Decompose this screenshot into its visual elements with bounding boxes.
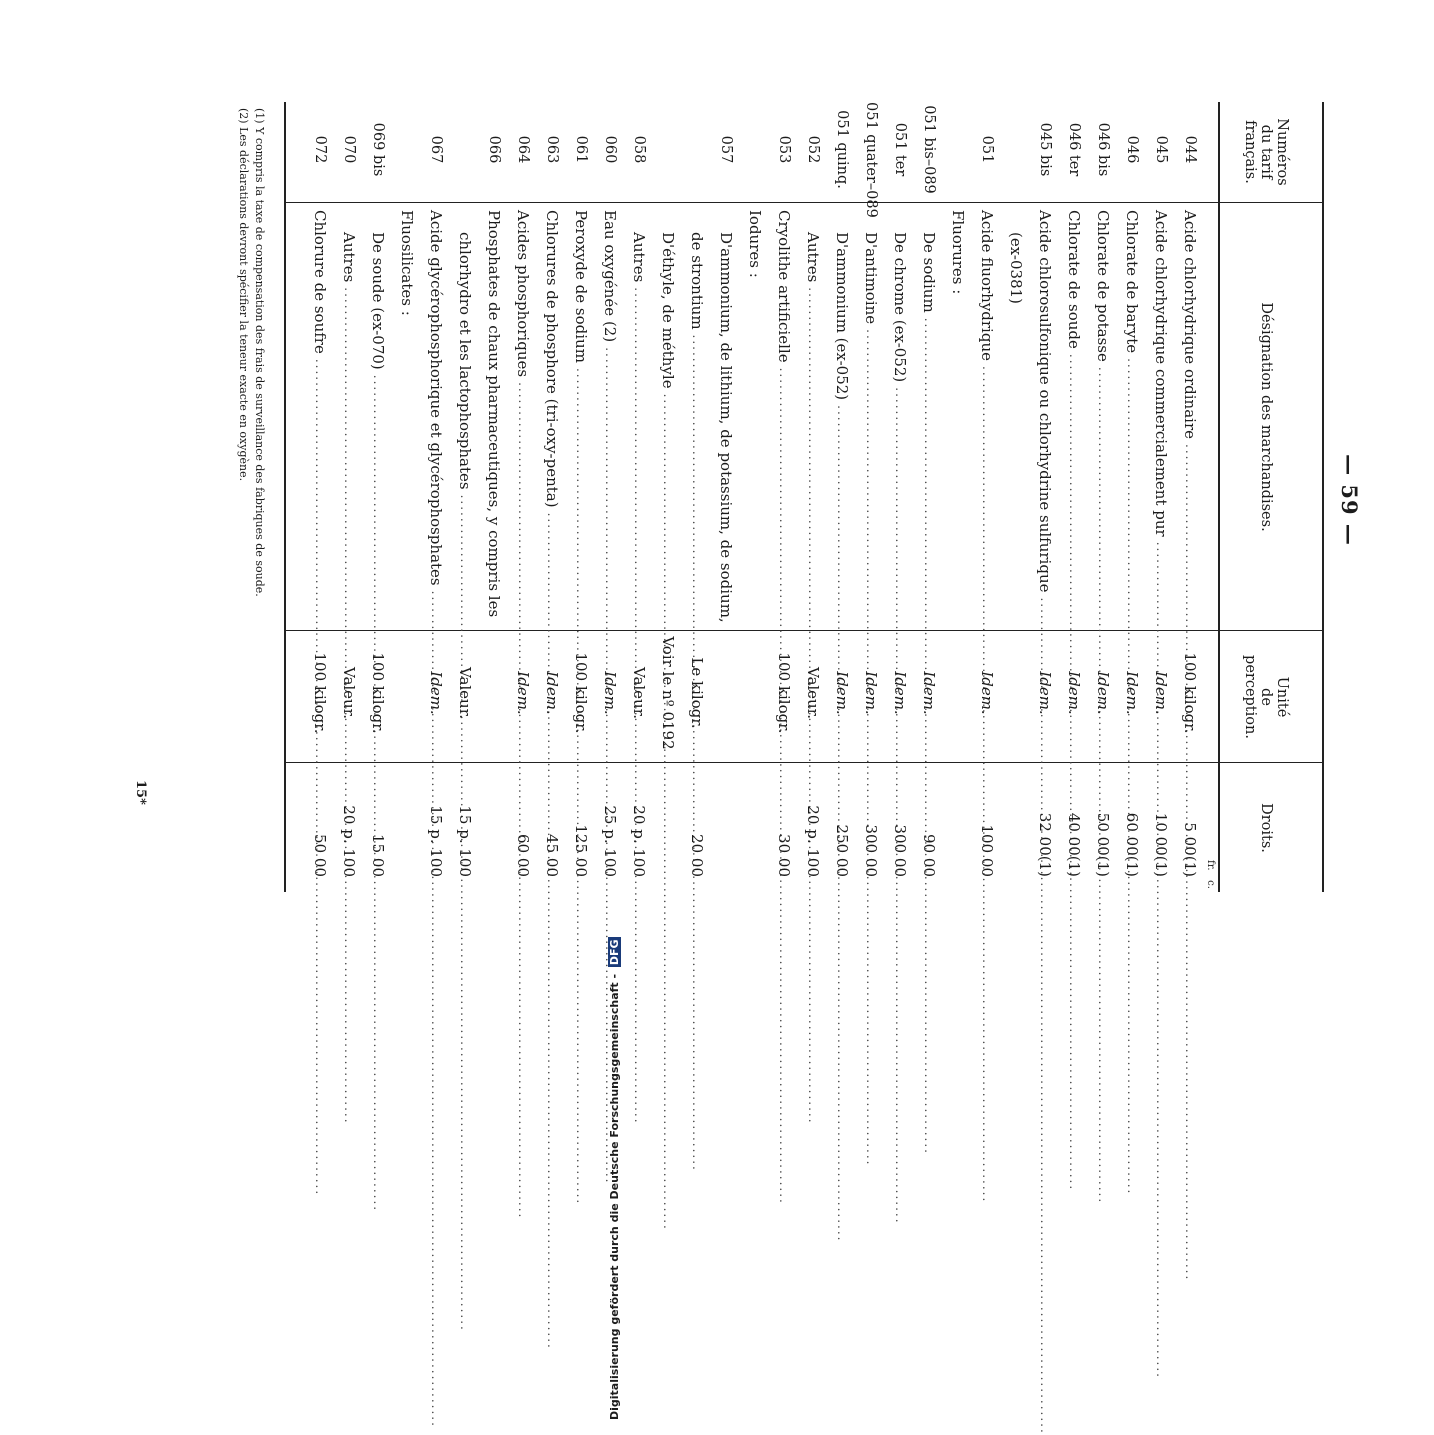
duty-amount: 20 p. 100 xyxy=(804,805,822,877)
tariff-number: 044 xyxy=(1182,135,1198,164)
designation-cell xyxy=(830,210,854,632)
tariff-number: 046 ter xyxy=(1066,122,1082,177)
duty-amount xyxy=(743,762,767,877)
table-row xyxy=(627,102,651,892)
unit-of-perception: Idem. xyxy=(543,671,561,715)
tariff-number: 051 xyxy=(979,135,995,164)
duty-amount: 15 00 xyxy=(369,834,387,877)
table-row xyxy=(1149,102,1173,892)
unit-of-perception: 100 kilogr. xyxy=(311,652,329,734)
designation-text: Chlorures de phosphore (tri-oxy-penta) xyxy=(543,210,561,508)
unit-of-perception: Idem. xyxy=(601,671,619,715)
table-row xyxy=(714,102,738,892)
designation-text: Autres xyxy=(630,232,648,283)
unit-of-perception: Idem. xyxy=(833,671,851,715)
table-row xyxy=(308,102,332,892)
header-bottom-rule xyxy=(1218,102,1220,892)
duty-amount xyxy=(714,762,738,877)
tariff-number xyxy=(656,102,680,197)
designation-text: Chlorate de baryte xyxy=(1123,210,1141,354)
table-row xyxy=(772,102,796,892)
tariff-number xyxy=(453,102,477,197)
digitization-text: Digitalisierung gefördert durch die Deutsche Forschungsgemeinschaft - xyxy=(608,973,621,1420)
designation-text: Fluorures : xyxy=(949,210,967,295)
header-designation: Désignation des marchandises. xyxy=(1258,302,1274,532)
dfg-logo: DFG xyxy=(608,939,621,966)
designation-text: Phosphates de chaux pharmaceutiques, y compris les xyxy=(485,210,503,618)
designation-cell xyxy=(1004,210,1028,632)
tariff-number xyxy=(685,102,709,197)
designation-text: Chlorure de soufre xyxy=(311,210,329,354)
duty-amount: 100 00 xyxy=(978,824,996,877)
header-tariff-number: Numéros du tarif français. xyxy=(1242,118,1290,186)
designation-cell xyxy=(366,210,390,632)
table-row xyxy=(859,102,883,892)
designation-text: De chrome (ex-052) xyxy=(891,232,909,383)
duty-amount: 10 00(1) xyxy=(1152,812,1170,877)
digitization-credit xyxy=(608,937,621,1420)
unit-of-perception: Idem. xyxy=(1036,671,1054,715)
table-row xyxy=(453,102,477,892)
duty-amount: 50 00(1) xyxy=(1094,812,1112,877)
unit-of-perception: Idem. xyxy=(862,671,880,715)
table-row xyxy=(1120,102,1144,892)
tariff-number: 058 xyxy=(631,135,647,164)
tariff-number xyxy=(1004,102,1028,197)
tariff-number: 063 xyxy=(544,135,560,164)
leader-dots xyxy=(685,335,709,1172)
unit-of-perception: Idem. xyxy=(1152,671,1170,715)
designation-text: Acides phosphoriques xyxy=(514,210,532,378)
table-row xyxy=(1033,102,1057,892)
tariff-number: 064 xyxy=(515,135,531,164)
table-row xyxy=(337,102,361,892)
designation-text: Acide chlorhydrique ordinaire xyxy=(1181,210,1199,439)
table-row xyxy=(946,102,970,892)
duty-amount: 50 00 xyxy=(311,834,329,877)
table-row xyxy=(598,102,622,892)
tariff-number: 045 bis xyxy=(1037,122,1053,177)
designation-cell xyxy=(511,210,535,610)
unit-of-perception: Le kilogr. xyxy=(688,657,706,729)
designation-cell xyxy=(453,210,477,632)
tariff-number: 069 bis xyxy=(370,122,386,177)
table-row xyxy=(975,102,999,892)
unit-of-perception: Idem. xyxy=(514,671,532,715)
tariff-number: 052 xyxy=(805,135,821,164)
designation-text: Cryolithe artificielle xyxy=(775,210,793,363)
unit-of-perception: Valeur. xyxy=(804,666,822,720)
designation-text: Acide fluorhydrique xyxy=(978,210,996,361)
designation-cell xyxy=(656,210,680,632)
duty-amount: 15 p. 100 xyxy=(456,805,474,877)
designation-text: Acide chlorhydrique commercialement pur xyxy=(1152,210,1170,537)
duty-amount: 250 00 xyxy=(833,824,851,877)
designation-cell xyxy=(540,210,564,610)
table-row xyxy=(888,102,912,892)
page-number: — 59 — xyxy=(1337,454,1362,546)
duty-amount: 32 00(1) xyxy=(1036,812,1054,877)
designation-text: Eau oxygénée (2) xyxy=(601,210,619,343)
designation-text: (ex-0381) xyxy=(1007,232,1025,305)
unit-of-perception: Valeur. xyxy=(456,666,474,720)
unit-of-perception: Voir le nº 0192 xyxy=(659,636,677,750)
tariff-number: 051 quater–089 xyxy=(863,102,879,218)
designation-cell xyxy=(627,210,651,632)
tariff-number: 060 xyxy=(602,135,618,164)
designation-cell xyxy=(1178,210,1202,610)
unit-of-perception: Valeur. xyxy=(340,666,358,720)
table-row xyxy=(366,102,390,892)
unit-of-perception: Idem. xyxy=(891,671,909,715)
designation-cell xyxy=(801,210,825,632)
designation-cell xyxy=(337,210,361,632)
designation-text: de strontium xyxy=(688,232,706,330)
table-row xyxy=(482,102,506,892)
duty-amount: 125 00 xyxy=(572,824,590,877)
tariff-number: 072 xyxy=(312,135,328,164)
table-row xyxy=(540,102,564,892)
tariff-number: 046 xyxy=(1124,135,1140,164)
designation-cell xyxy=(714,210,738,632)
unit-of-perception xyxy=(482,633,506,753)
duty-amount: 30 00 xyxy=(775,834,793,877)
designation-cell xyxy=(1120,210,1144,610)
designation-text: Chlorate de soude xyxy=(1065,210,1083,349)
duty-amount xyxy=(1004,762,1028,877)
tariff-number: 067 xyxy=(428,135,444,164)
designation-cell xyxy=(1033,210,1057,610)
duty-amount: 25 p. 100 xyxy=(601,805,619,877)
tariff-number: 051 ter xyxy=(892,122,908,177)
unit-of-perception: Valeur. xyxy=(630,666,648,720)
designation-text: D'antimoine xyxy=(862,232,880,325)
signature-mark: 15* xyxy=(133,780,148,805)
leader-dots xyxy=(453,495,477,1332)
tariff-number: 051 bis–089 xyxy=(921,105,937,194)
table-row xyxy=(1004,102,1028,892)
tariff-number xyxy=(395,102,419,197)
duty-amount: 40 00(1) xyxy=(1065,812,1083,877)
tariff-number: 053 xyxy=(776,135,792,164)
tariff-number xyxy=(743,102,767,197)
designation-cell xyxy=(1091,210,1115,610)
duty-amount: 300 00 xyxy=(891,824,909,877)
tariff-number: 070 xyxy=(341,135,357,164)
duty-amount: 20 p. 100 xyxy=(340,805,358,877)
tariff-number: 066 xyxy=(486,135,502,164)
tariff-number: 051 quinq. xyxy=(834,110,850,189)
designation-text: Acide glycérophosphorique et glycérophosphates xyxy=(427,210,445,586)
tariff-number xyxy=(946,102,970,197)
unit-of-perception: Idem. xyxy=(978,671,996,715)
unit-of-perception xyxy=(1004,633,1028,753)
designation-text: De soude (ex-070) xyxy=(369,232,387,370)
designation-cell xyxy=(424,210,448,610)
tariff-number: 046 bis xyxy=(1095,122,1111,177)
table-row xyxy=(917,102,941,892)
tariff-number: 045 xyxy=(1153,135,1169,164)
designation-text: D'ammonium (ex-052) xyxy=(833,232,851,401)
designation-cell xyxy=(975,210,999,610)
designation-text: Chlorate de potasse xyxy=(1094,210,1112,362)
designation-text: Acide chlorosulfonique ou chlorhydrine sulfurique xyxy=(1036,210,1054,593)
designation-cell xyxy=(1149,210,1173,610)
designation-text: D'ammonium, de lithium, de potassium, de sodium, xyxy=(717,232,735,623)
table-row xyxy=(743,102,767,892)
unit-of-perception xyxy=(714,633,738,753)
designation-text: Autres xyxy=(804,232,822,283)
designation-text: Autres xyxy=(340,232,358,283)
table-row xyxy=(569,102,593,892)
footnote-2: (2) Les déclarations devront spécifier la teneur exacte en oxygène. xyxy=(237,108,250,482)
unit-of-perception: 100 kilogr. xyxy=(572,652,590,734)
unit-of-perception: 100 kilogr. xyxy=(1181,652,1199,734)
table-row xyxy=(395,102,419,892)
designation-cell xyxy=(859,210,883,632)
duty-amount: 300 00 xyxy=(862,824,880,877)
designation-text: D'éthyle, de méthyle xyxy=(659,232,677,389)
table-row xyxy=(656,102,680,892)
table-row xyxy=(1062,102,1086,892)
designation-cell xyxy=(888,210,912,632)
unit-of-perception: Idem. xyxy=(1094,671,1112,715)
table-row xyxy=(1091,102,1115,892)
unit-of-perception: Idem. xyxy=(920,671,938,715)
duty-amount: 60 00 xyxy=(514,834,532,877)
designation-cell xyxy=(946,210,970,610)
designation-cell xyxy=(917,210,941,632)
designation-cell xyxy=(308,210,332,610)
designation-cell xyxy=(772,210,796,610)
designation-cell xyxy=(598,210,622,610)
duty-amount: 5 00(1) xyxy=(1181,822,1199,877)
duty-amount: 45 00 xyxy=(543,834,561,877)
designation-cell xyxy=(685,210,709,632)
designation-text: Peroxyde de sodium xyxy=(572,210,590,363)
unit-of-perception: 100 kilogr. xyxy=(369,652,387,734)
table-row xyxy=(685,102,709,892)
designation-text: De sodium xyxy=(920,232,938,313)
footnote-1: (1) Y compris la taxe de compensation des frais de surveillance des fabriques de soude. xyxy=(253,108,266,597)
designation-cell xyxy=(569,210,593,610)
duty-amount: 60 00(1) xyxy=(1123,812,1141,877)
unit-of-perception xyxy=(743,633,767,753)
designation-cell xyxy=(395,210,419,610)
table-row xyxy=(801,102,825,892)
header-duties: Droits. xyxy=(1258,803,1274,853)
unit-of-perception: Idem. xyxy=(1065,671,1083,715)
table-row xyxy=(1178,102,1202,892)
unit-of-perception xyxy=(946,633,970,753)
duty-amount: 15 p. 100 xyxy=(427,805,445,877)
unit-of-perception: Idem. xyxy=(427,671,445,715)
duty-amount xyxy=(482,762,506,877)
designation-text: Fluosilicates : xyxy=(398,210,416,316)
header-unit: Unité de perception. xyxy=(1242,655,1290,739)
designation-cell xyxy=(743,210,767,610)
duty-amount xyxy=(946,762,970,877)
tariff-number: 057 xyxy=(718,135,734,164)
unit-of-perception: Idem. xyxy=(1123,671,1141,715)
duty-amount: 20 00 xyxy=(688,834,706,877)
table-row xyxy=(424,102,448,892)
designation-text: Iodures : xyxy=(746,210,764,278)
duty-amount xyxy=(395,762,419,877)
designation-cell xyxy=(1062,210,1086,610)
unit-of-perception xyxy=(395,633,419,753)
duty-amount xyxy=(656,762,680,877)
table-row xyxy=(511,102,535,892)
designation-text: chlorhydro et les lactophosphates xyxy=(456,232,474,490)
duty-amount: 90 00 xyxy=(920,834,938,877)
table-bottom-rule xyxy=(284,102,286,892)
currency-units-label: fr. c. xyxy=(1205,860,1216,889)
unit-of-perception: 100 kilogr. xyxy=(775,652,793,734)
table-top-rule xyxy=(1322,102,1324,892)
designation-cell xyxy=(482,210,506,618)
table-row xyxy=(830,102,854,892)
tariff-number: 061 xyxy=(573,135,589,164)
duty-amount: 20 p. 100 xyxy=(630,805,648,877)
